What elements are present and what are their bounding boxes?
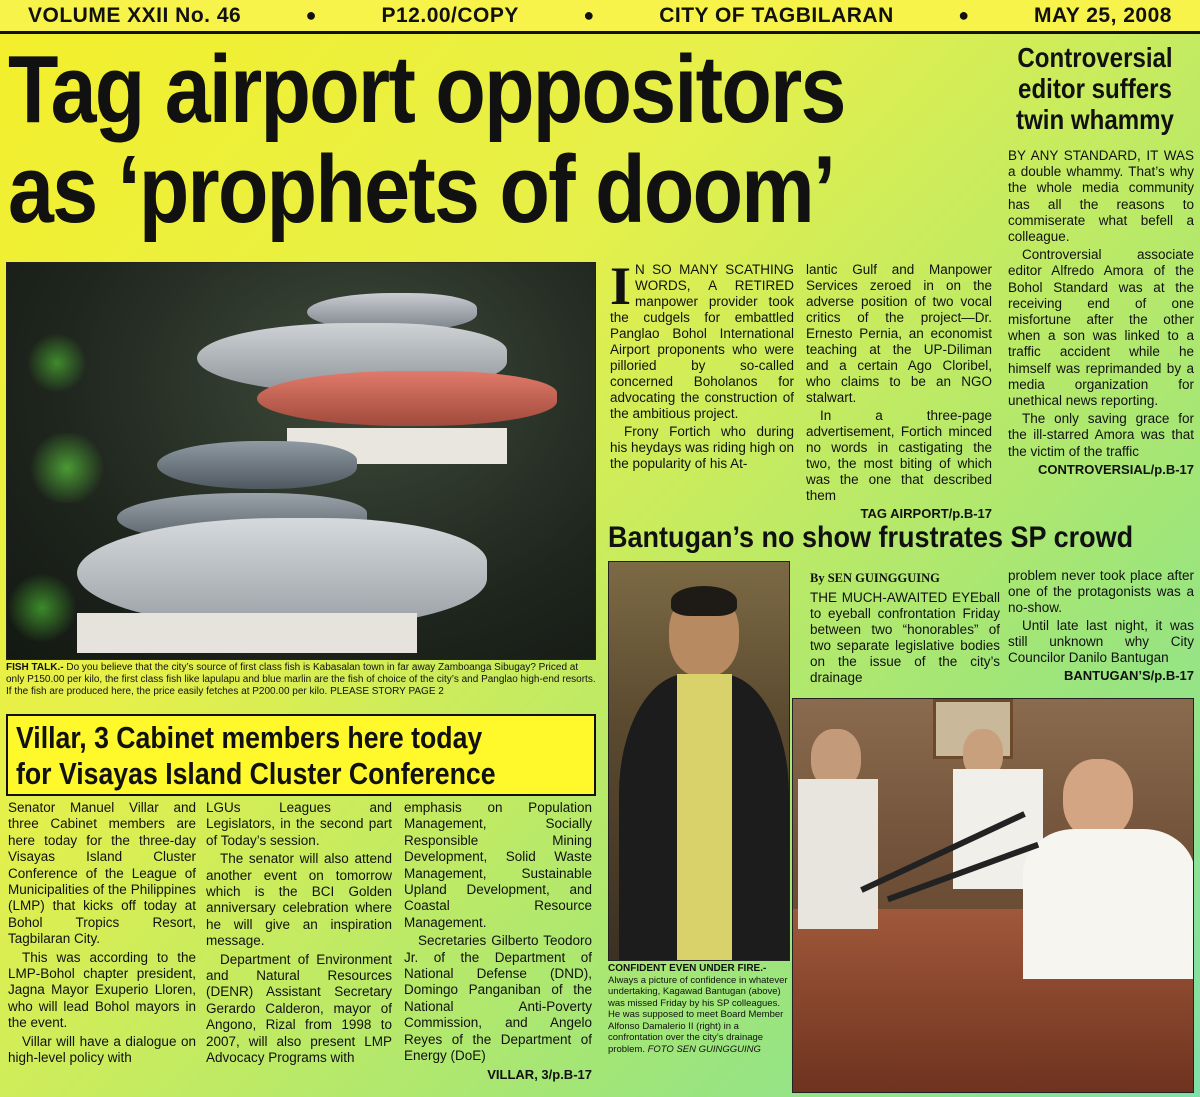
masthead [0, 0, 1200, 34]
main-story-jump[interactable]: TAG AIRPORT/p.B-17 [860, 506, 992, 521]
villar-col2 [206, 800, 392, 1069]
side-story-jump[interactable]: CONTROVERSIAL/p.B-17 [1037, 461, 1194, 477]
bantugan-jump[interactable]: BANTUGAN’S/p.B-17 [1063, 668, 1194, 683]
shirt-shape [798, 779, 878, 929]
villar-paragraph: Secretaries Gilberto Teodoro Jr. of the Department of National Defense (DND), Domingo Panganiban of the National Anti-Poverty Commission, and Angelo Reyes of the Department of Energy (DoE) [404, 933, 592, 1064]
villar-jump[interactable]: VILLAR, 3/p.B-17 [487, 1066, 592, 1082]
bullet-icon: ● [958, 5, 970, 25]
issue-date: MAY 25, 2008 [1034, 3, 1172, 27]
bantugan-paragraph: THE MUCH-AWAITED EYEball to eyeball confrontation Friday between two “honorables” of two separate legislative bodies on the issue of the city’s drainage [810, 590, 1000, 685]
shirt-shape [1023, 829, 1194, 979]
side-headline [1009, 42, 1181, 135]
bantugan-portrait-photo [608, 561, 790, 961]
fish-shape [157, 441, 357, 489]
side-story-paragraph: BY ANY STANDARD, IT WAS a double whammy. That’s why the whole media community has all the reasons to commiserate what befell a colleague. [1008, 148, 1194, 245]
copy-price: P12.00/COPY [381, 3, 519, 27]
plant-shape [27, 333, 87, 393]
main-headline-line2: as ‘prophets of doom’ [8, 136, 835, 243]
lead-text: N SO MANY SCATHING WORDS, A RETIRED manpower provider took the cudgels for embattled Panglao Bohol International Airport proponents who were pilloried by so-called concerned Boholanos for advocating the construction of the ambitious project. [610, 262, 794, 421]
side-story-body [1008, 148, 1194, 478]
photo-credit: FOTO SEN GUINGGUING [647, 1043, 761, 1055]
drop-cap: I [610, 256, 632, 316]
bantugan-paragraph: Until late last night, it was still unknown why City Councilor Danilo Bantugan [1008, 618, 1194, 665]
byline: By SEN GUINGGUING [810, 571, 940, 585]
plant-shape [7, 573, 77, 643]
main-story-col1 [610, 256, 794, 474]
caption-text: Do you believe that the city’s source of first class fish is Kabasalan town in far away Zamboanga Sibugay? Priced at only P150.00 per kilo, the first class fish like lapulapu and blue marlin are the fish of choice of the city’s and Panglao high-end resorts. If the fish are produced here, the price easily fetches at P200.00 per kilo. PLEASE STORY PAGE 2 [6, 662, 596, 697]
fish-photo [6, 262, 596, 660]
side-story-paragraph: The only saving grace for the ill-starred Amora was that the victim of the traffic [1008, 411, 1194, 459]
caption-text: Always a picture of confidence in whatever undertaking, Kagawad Bantugan (above) was missed Friday by his SP colleagues. He was supposed to meet Board Member Alfonso Damalerio II (right) in a confrontation over the city’s drainage problem. [608, 974, 788, 1055]
main-story-paragraph: In a three-page advertisement, Fortich minced no words in castigating the two, the most biting of which was the one that described them [806, 408, 992, 503]
side-headline-line1: Controversial [1017, 42, 1173, 73]
fish-shape [257, 371, 557, 426]
main-headline [8, 36, 855, 243]
villar-paragraph: Villar will have a dialogue on high-level policy with [8, 1033, 196, 1066]
bullet-icon: ● [583, 5, 595, 25]
bantugan-photo-caption [608, 963, 790, 1055]
villar-paragraph: LGUs Leagues and Legislators, in the second part of Today’s session. [206, 800, 392, 848]
main-story-lead [610, 256, 794, 422]
villar-paragraph: This was according to the LMP-Bohol chapter president, Jagna Mayor Exuperio Lloren, who will lead Bohol mayors in the event. [8, 949, 196, 1031]
bantugan-headline: Bantugan’s no show frustrates SP crowd [608, 521, 1134, 554]
bantugan-col1 [810, 570, 1000, 688]
city-name: CITY OF TAGBILARAN [659, 3, 894, 27]
shirt-shape [677, 674, 732, 961]
villar-paragraph: Senator Manuel Villar and three Cabinet members are here today for the three-day Visayas Island Cluster Conference of the League of Municipalities of the Philippines (LMP) that kicks off today at Bohol Tropics Resort, Tagbilaran City. [8, 800, 196, 947]
bullet-icon: ● [305, 5, 318, 25]
main-headline-line1: Tag airport oppositors [8, 36, 845, 143]
villar-paragraph: Department of Environment and Natural Resources (DENR) Assistant Secretary Gerardo Calderon, mayor of Angono, Rizal from 1998 to 2007, will also present LMP Advocacy Programs with [206, 951, 392, 1066]
head-shape [1063, 759, 1133, 839]
volume-number: VOLUME XXII No. 46 [28, 3, 242, 27]
villar-headline-line1: Villar, 3 Cabinet members here today [16, 720, 483, 755]
villar-paragraph: emphasis on Population Management, Socially Responsible Mining Development, Solid Waste Management, Sustainable Upland Development, and Coastal Resource Management. [404, 800, 592, 930]
board-member-photo [792, 698, 1194, 1093]
villar-col1 [8, 800, 196, 1069]
styrofoam-box [77, 613, 417, 653]
caption-label: FISH TALK.- [6, 662, 64, 673]
side-story-paragraph: Controversial associate editor Alfredo Amora of the Bohol Standard was at the receiving end of one misfortune after the other when a son was linked to a traffic accident while he himself was reprimanded by a media organization for unethical news reporting. [1008, 247, 1194, 409]
villar-paragraph: The senator will also attend another event on tomorrow which is the BCI Golden anniversary celebration where he will give an inspiration message. [206, 851, 392, 949]
side-headline-line3: twin whammy [1016, 104, 1174, 135]
caption-label: CONFIDENT EVEN UNDER FIRE.- [608, 963, 767, 974]
villar-headline-line2: for Visayas Island Cluster Conference [16, 756, 496, 791]
plant-shape [27, 433, 107, 503]
bantugan-col2 [1008, 568, 1194, 684]
main-story-paragraph: lantic Gulf and Manpower Services zeroed in on the adverse position of two vocal critics of the project—Dr. Ernesto Pernia, an economist teaching at the UP-Diliman and a certain Ago Cloribel, who claims to be an NGO stalwart. [806, 262, 992, 405]
hair-shape [671, 586, 737, 616]
main-story-col2 [806, 262, 992, 522]
villar-col3 [404, 800, 592, 1083]
fish-photo-caption [6, 662, 596, 698]
main-story-paragraph: Frony Fortich who during his heydays was riding high on the popularity of his At- [610, 424, 794, 471]
fish-shape [77, 518, 487, 628]
villar-headline-box [6, 714, 596, 796]
bantugan-paragraph: problem never took place after one of the protagonists was a no-show. [1008, 568, 1194, 615]
side-headline-line2: editor suffers [1018, 73, 1172, 104]
